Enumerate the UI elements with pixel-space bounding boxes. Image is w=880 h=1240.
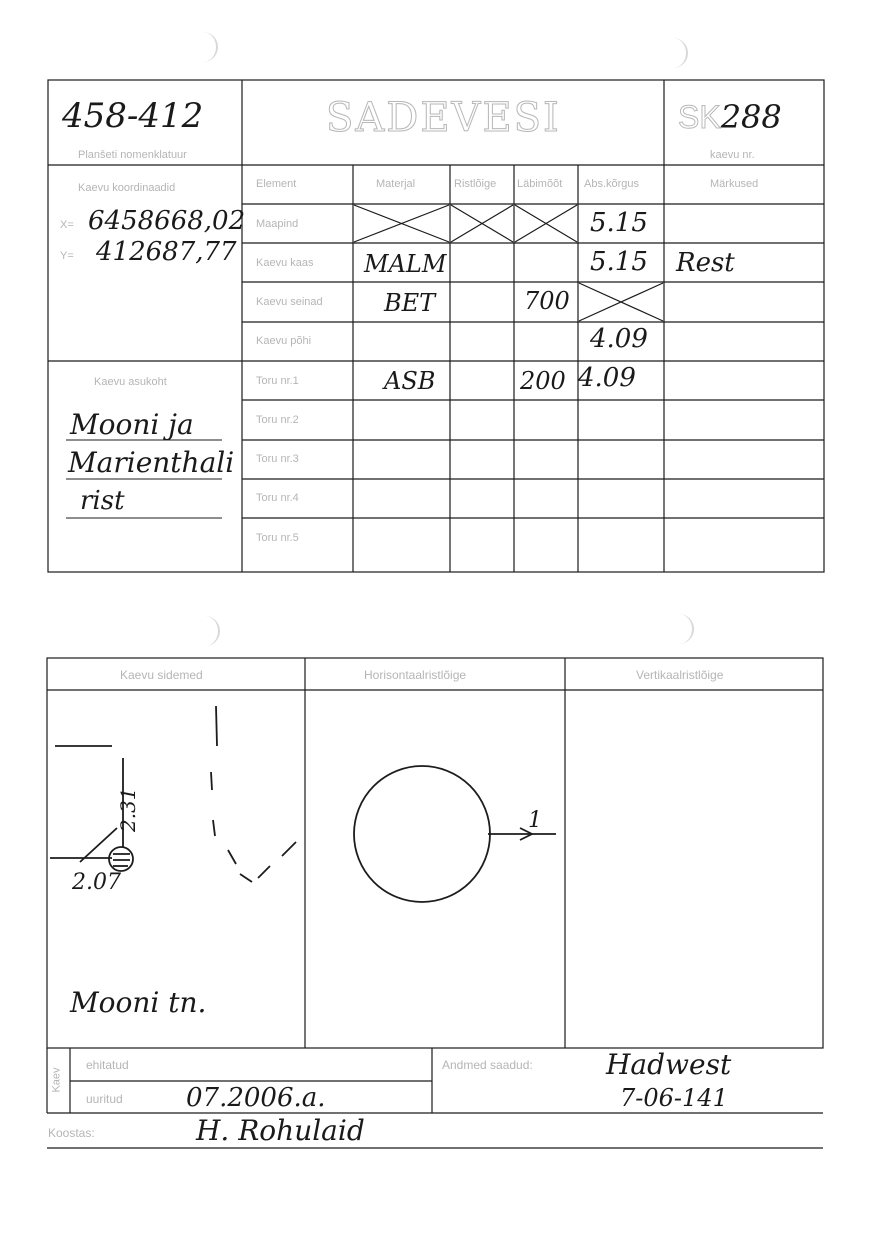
header-notes: Märkused [710,178,759,190]
form-title: SADEVESI [326,95,561,141]
pipe1-diameter: 200 [520,367,566,395]
pipe-number: 1 [528,808,542,833]
horizontal-section-label: Horisontaalristlõige [364,668,467,682]
compiled-label: Koostas: [48,1126,95,1140]
ground-abs-height: 5.15 [590,208,648,238]
well-number-label: kaevu nr. [710,149,755,161]
map-sheet-label: Planšeti nomenklatuur [78,149,187,161]
location-line-2: Marienthali [68,446,235,479]
header-element: Element [256,178,297,190]
row-label-pipe-5: Toru nr.5 [256,532,299,544]
cover-material: MALM [364,250,447,278]
row-label-bottom: Kaevu põhi [256,335,312,347]
row-label-cover: Kaevu kaas [256,257,314,269]
walls-diameter: 700 [524,287,570,315]
location-label: Kaevu asukoht [94,376,167,388]
data-received-date: 7-06-141 [620,1084,728,1112]
cover-notes: Rest [676,248,735,278]
vertical-section-label: Vertikaalristlõige [636,668,724,682]
dimension-2-31: 2.31 [116,787,140,832]
header-diameter: Läbimõõt [517,178,563,190]
row-label-pipe-2: Toru nr.2 [256,414,299,426]
header-section: Ristlõige [454,178,497,190]
well-number [678,98,782,136]
well-number-value: 288 [720,98,782,136]
row-label-walls: Kaevu seinad [256,296,323,308]
pipe1-abs-height: 4.09 [578,363,636,393]
coordinates-label: Kaevu koordinaadid [78,182,176,194]
well-prefix: SK [678,99,721,135]
row-label-pipe-4: Toru nr.4 [256,492,299,504]
surveyed-label: uuritud [86,1092,123,1106]
data-received-signature: Hadwest [606,1048,732,1081]
y-label: Y= [60,250,74,262]
built-label: ehitatud [86,1058,129,1072]
compiled-signature: H. Rohulaid [196,1114,365,1147]
row-label-ground: Maapind [256,218,299,230]
row-label-pipe-3: Toru nr.3 [256,453,299,465]
street-note: Mooni tn. [70,986,207,1019]
horizontal-section-sketch [354,766,556,902]
surveyed-date: 07.2006.a. [186,1083,326,1113]
kaev-label: Kaev [50,1067,63,1093]
bottom-abs-height: 4.09 [590,324,648,354]
x-label: X= [60,219,74,231]
header-material: Materjal [376,178,416,190]
cover-abs-height: 5.15 [590,247,648,277]
connections-label: Kaevu sidemed [120,668,203,682]
x-coordinate: 6458668,02 [88,206,246,236]
well-connection-sketch [50,706,296,882]
location-line-3: rist [80,486,125,516]
dimension-2-07: 2.07 [72,870,121,895]
data-received-label: Andmed saadud: [442,1058,533,1072]
header-abs-height: Abs.kõrgus [584,178,640,190]
map-sheet-number: 458-412 [62,96,204,136]
row-label-pipe-1: Toru nr.1 [256,375,299,387]
pipe1-material: ASB [384,367,436,395]
location-line-1: Mooni ja [70,408,194,441]
y-coordinate: 412687,77 [96,237,237,267]
walls-material: BET [384,289,436,317]
